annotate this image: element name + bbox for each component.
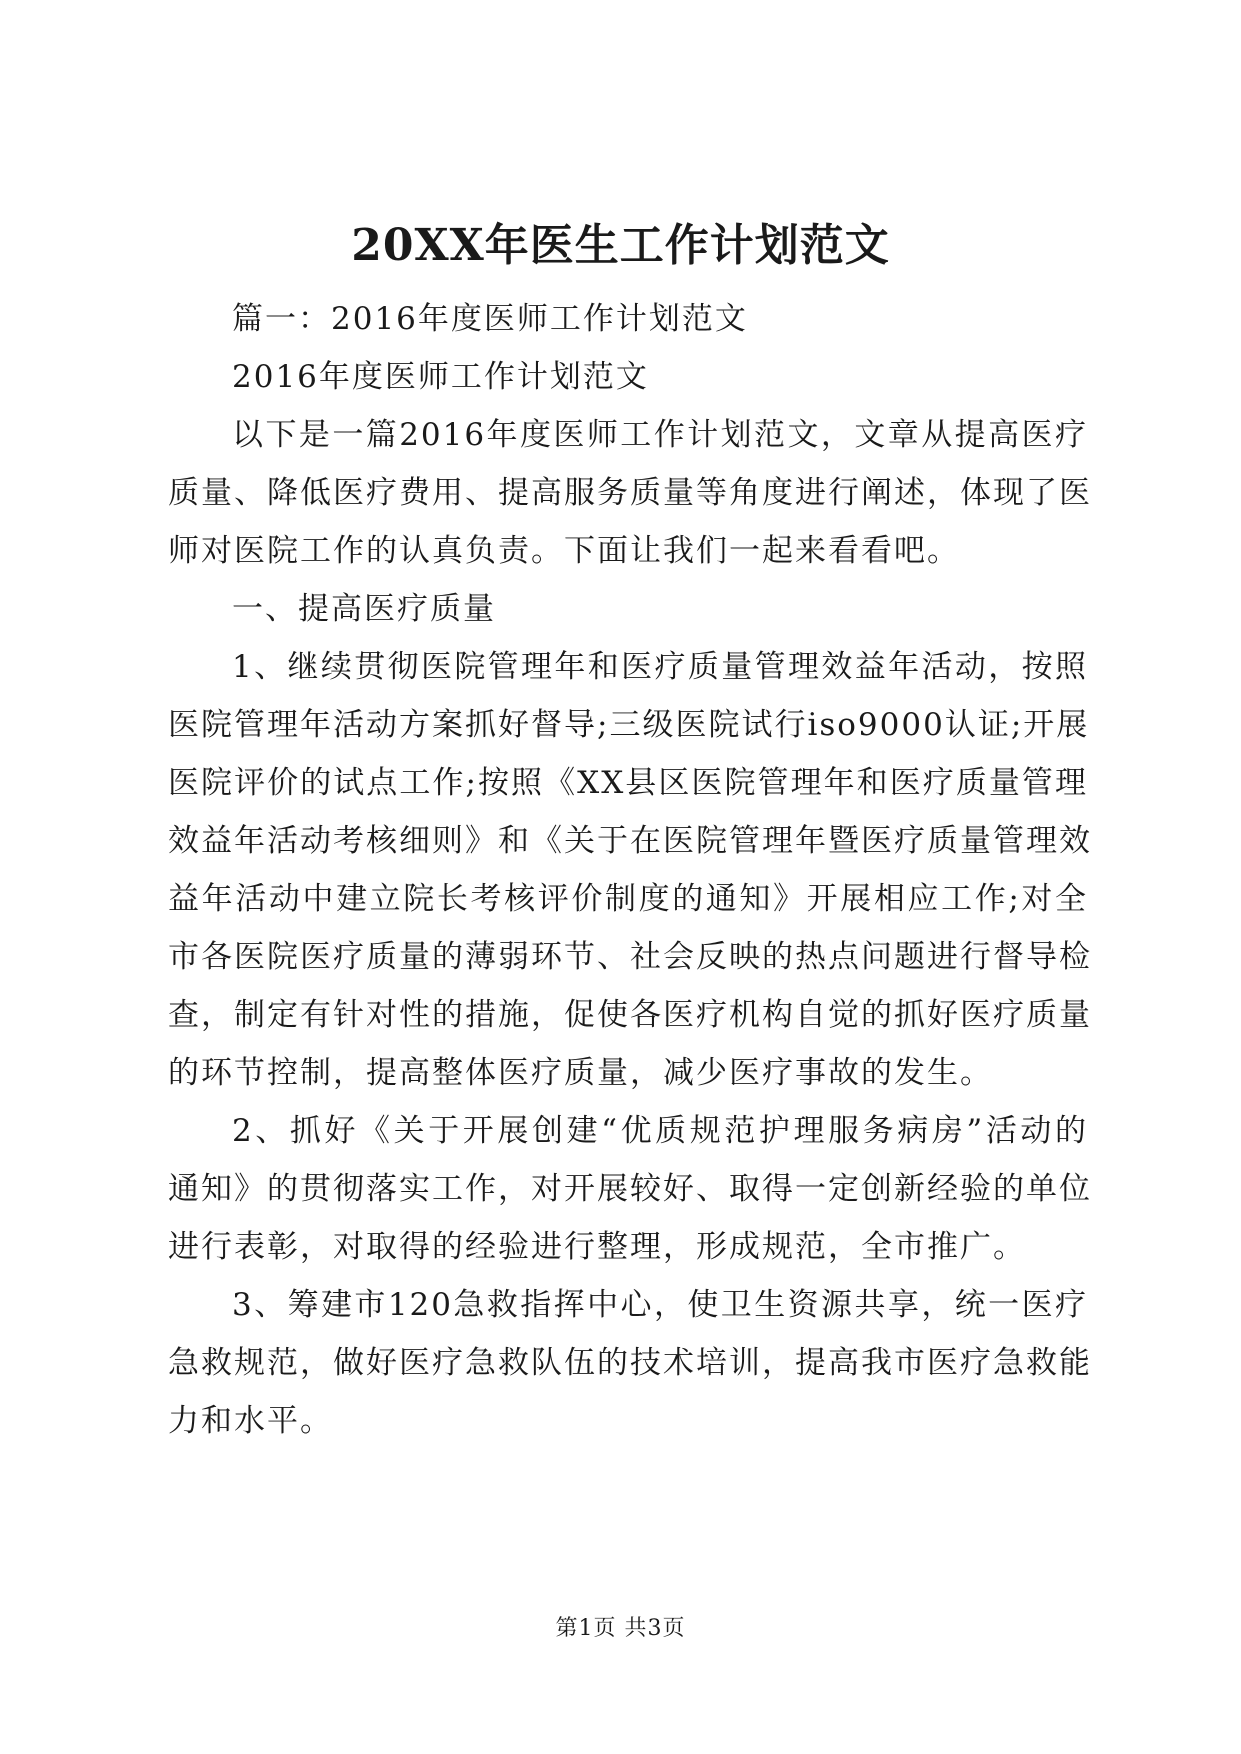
text-line: 市各医院医疗质量的薄弱环节、社会反映的热点问题进行督导检: [168, 939, 1092, 975]
section-heading: 一、提高医疗质量: [232, 591, 496, 627]
text-line: 进行表彰，对取得的经验进行整理，形成规范，全市推广。: [168, 1229, 1026, 1265]
text-line: 质量、降低医疗费用、提高服务质量等角度进行阐述，体现了医: [168, 475, 1092, 511]
text-line: 力和水平。: [168, 1403, 333, 1439]
page-number-footer: 第1页 共3页: [555, 1616, 686, 1641]
text-line: 的环节控制，提高整体医疗质量，减少医疗事故的发生。: [168, 1055, 993, 1091]
text-line: 查，制定有针对性的措施，促使各医疗机构自觉的抓好医疗质量: [168, 997, 1092, 1033]
text-line: 通知》的贯彻落实工作，对开展较好、取得一定创新经验的单位: [168, 1171, 1092, 1207]
text-line: 师对医院工作的认真负责。下面让我们一起来看看吧。: [168, 533, 960, 569]
text-line: 医院管理年活动方案抓好督导;三级医院试行iso9000认证;开展: [168, 707, 1090, 743]
text-line: 篇一：2016年度医师工作计划范文: [232, 301, 748, 337]
text-line: 急救规范，做好医疗急救队伍的技术培训，提高我市医疗急救能: [168, 1345, 1092, 1381]
text-line: 以下是一篇2016年度医师工作计划范文，文章从提高医疗: [232, 417, 1088, 453]
text-line: 益年活动中建立院长考核评价制度的通知》开展相应工作;对全: [168, 881, 1088, 917]
text-line: 1、继续贯彻医院管理年和医疗质量管理效益年活动，按照: [232, 649, 1088, 685]
text-line: 效益年活动考核细则》和《关于在医院管理年暨医疗质量管理效: [168, 823, 1092, 859]
document-body: [168, 290, 1092, 1450]
text-line: 2016年度医师工作计划范文: [232, 359, 649, 395]
text-line: 医院评价的试点工作;按照《XX县区医院管理年和医疗质量管理: [168, 765, 1088, 801]
text-line: 2、抓好《关于开展创建“优质规范护理服务病房”活动的: [232, 1113, 1088, 1149]
text-line: 3、筹建市120急救指挥中心，使卫生资源共享，统一医疗: [232, 1287, 1088, 1323]
document-title: 20XX年医生工作计划范文: [351, 220, 890, 271]
